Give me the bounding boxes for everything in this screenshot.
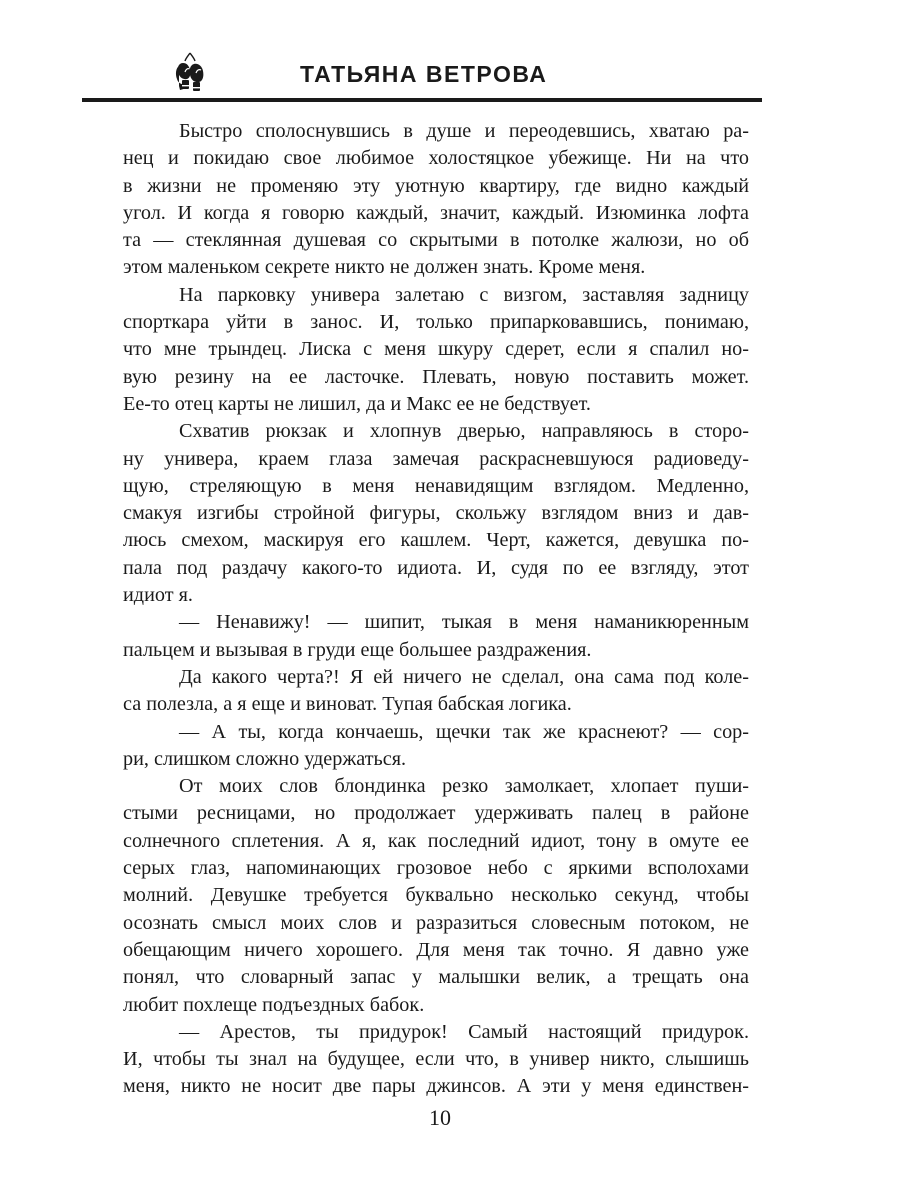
text-line: молний. Девушке требуется буквально несколько секунд, чтобы — [123, 884, 749, 907]
text-line: спорткара уйти в занос. И, только припарковавшись, понимаю, — [123, 311, 749, 334]
text-line: ри, слишком сложно удержаться. — [123, 747, 407, 770]
text-line: идиот я. — [123, 584, 193, 607]
boxing-gloves-icon — [173, 52, 207, 96]
text-line: Быстро сполоснувшись в душе и переодевшись, хватаю ра- — [179, 120, 749, 142]
text-line: вую резину на ее ласточке. Плевать, новую поставить может. — [123, 365, 749, 388]
text-line: обещающим ничего хорошего. Для меня так точно. Я давно уже — [123, 938, 749, 961]
text-line: смакуя изгибы стройной фигуры, скольжу взглядом вниз и дав- — [123, 502, 749, 525]
text-line: осознать смысл моих слов и разразиться словесным потоком, не — [123, 911, 749, 934]
text-line: На парковку универа залетаю с визгом, заставляя задницу — [179, 283, 749, 306]
text-line: — Арестов, ты придурок! Самый настоящий придурок. — [179, 1020, 749, 1043]
text-line: понял, что словарный запас у малышки велик, а трещать она — [123, 966, 749, 989]
text-line: От моих слов блондинка резко замолкает, хлопает пуши- — [179, 775, 749, 798]
text-line: — А ты, когда кончаешь, щечки так же краснеют? — сор- — [179, 720, 749, 743]
body-text — [123, 118, 749, 1101]
text-line: меня, никто не носит две пары джинсов. А эти у меня единствен- — [123, 1075, 749, 1098]
text-line: этом маленьком секрете никто не должен знать. Кроме меня. — [123, 256, 646, 279]
text-line: любит похлеще подъездных бабок. — [123, 993, 425, 1016]
text-line: люсь смехом, маскируя его кашлем. Черт, кажется, девушка по- — [123, 529, 749, 552]
text-line: пала под раздачу какого-то идиота. И, судя по ее взгляду, этот — [123, 556, 749, 579]
text-line: что мне трындец. Лиска с меня шкуру сдерет, если я спалил но- — [123, 338, 749, 361]
text-line: серых глаз, напоминающих грозовое небо с яркими всполохами — [123, 857, 749, 880]
text-line: — Ненавижу! — шипит, тыкая в меня наманикюренным — [179, 611, 749, 634]
text-line: И, чтобы ты знал на будущее, если что, в универ никто, слышишь — [123, 1048, 749, 1071]
text-line: угол. И когда я говорю каждый, значит, каждый. Изюминка лофта — [123, 201, 749, 224]
text-line: солнечного сплетения. А я, как последний идиот, тону в омуте ее — [123, 829, 749, 852]
text-line: та — стеклянная душевая со скрытыми в потолке жалюзи, но об — [123, 229, 749, 252]
text-line: щую, стреляющую в меня ненавидящим взглядом. Медленно, — [123, 474, 749, 497]
text-line: Ее-то отец карты не лишил, да и Макс ее не бедствует. — [123, 392, 591, 415]
text-line: нец и покидаю свое любимое холостяцкое убежище. Ни на что — [123, 147, 749, 170]
text-line: Да какого черта?! Я ей ничего не сделал, она сама под коле- — [179, 665, 749, 688]
text-line: в жизни не променяю эту уютную квартиру, где видно каждый — [123, 174, 749, 197]
text-line: стыми ресницами, но продолжает удерживать палец в районе — [123, 802, 749, 825]
header-divider — [82, 98, 762, 102]
text-line: Схватив рюкзак и хлопнув дверью, направляюсь в сторо- — [179, 420, 749, 443]
text-line: ну универа, краем глаза замечая раскрасневшуюся радиоведу- — [123, 447, 749, 470]
page-number: 10 — [429, 1105, 451, 1130]
running-header-author: ТАТЬЯНА ВЕТРОВА — [300, 61, 548, 87]
text-line: пальцем и вызывая в груди еще большее раздражения. — [123, 638, 592, 661]
text-line: са полезла, а я еще и виноват. Тупая бабская логика. — [123, 693, 572, 716]
